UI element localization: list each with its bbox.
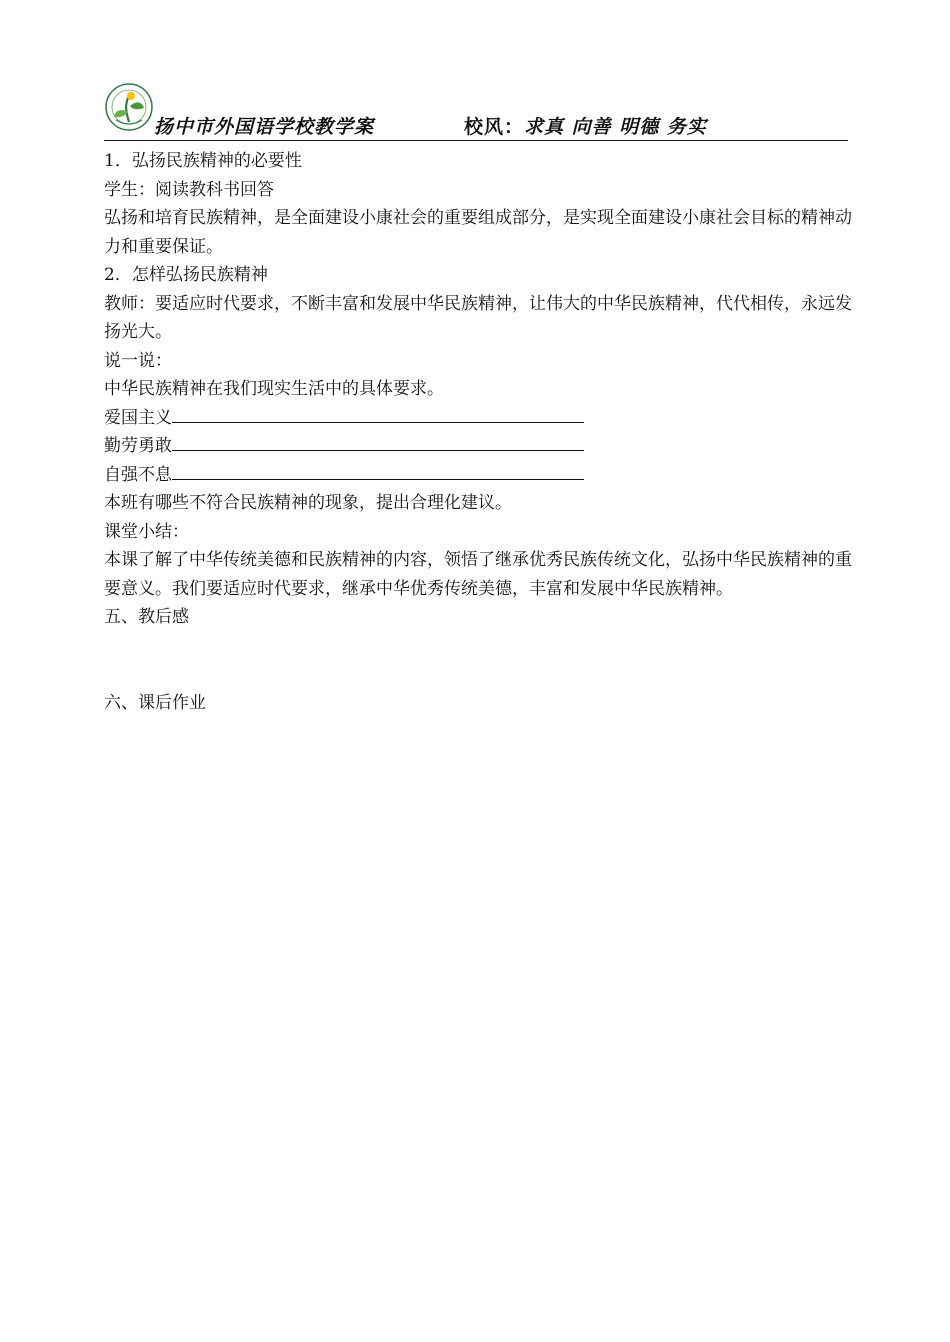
motto-values: 求真 向善 明德 务实 xyxy=(524,116,707,138)
section-heading-necessity: 1．弘扬民族精神的必要性 xyxy=(104,151,302,171)
fill-in-label: 爱国主义 xyxy=(104,407,172,428)
header-title: 扬中市外国语学校教学案 xyxy=(154,116,375,138)
fill-in-label: 勤劳勇敢 xyxy=(104,436,172,456)
section-heading-how: 2．怎样弘扬民族精神 xyxy=(104,265,268,285)
school-logo-icon xyxy=(104,82,154,132)
teacher-statement: 教师：要适应时代要求，不断丰富和发展中华民族精神，让伟大的中华民族精神，代代相传，永远发扬光大。 xyxy=(104,293,852,342)
fill-in-blank[interactable] xyxy=(172,432,584,451)
motto-label: 校风： xyxy=(464,116,525,138)
fill-in-row xyxy=(104,404,854,433)
fill-in-row xyxy=(104,432,854,461)
summary-text: 本课了解了中华传统美德和民族精神的内容，领悟了继承优秀民族传统文化，弘扬中华民族精神的重要意义。我们要适应时代要求，继承中华优秀传统美德，丰富和发展中华民族精神。 xyxy=(104,550,852,599)
discussion-prompt: 说一说： xyxy=(104,350,172,371)
discussion-question: 中华民族精神在我们现实生活中的具体要求。 xyxy=(104,379,444,399)
section-heading-reflection: 五、教后感 xyxy=(104,607,189,627)
header-motto xyxy=(464,112,707,139)
fill-in-row xyxy=(104,461,854,490)
blank-space xyxy=(104,632,854,689)
document-header xyxy=(104,80,848,141)
section-heading-homework: 六、课后作业 xyxy=(104,692,206,713)
class-reflection-prompt: 本班有哪些不符合民族精神的现象，提出合理化建议。 xyxy=(104,493,512,513)
student-instruction: 学生：阅读教科书回答 xyxy=(104,179,274,200)
fill-in-label: 自强不息 xyxy=(104,464,172,485)
fill-in-blank[interactable] xyxy=(172,461,584,480)
necessity-explanation: 弘扬和培育民族精神，是全面建设小康社会的重要组成部分，是实现全面建设小康社会目标的精神动力和重要保证。 xyxy=(104,208,852,257)
fill-in-blank[interactable] xyxy=(172,404,584,423)
document-body xyxy=(104,147,854,717)
summary-heading: 课堂小结： xyxy=(104,521,189,542)
